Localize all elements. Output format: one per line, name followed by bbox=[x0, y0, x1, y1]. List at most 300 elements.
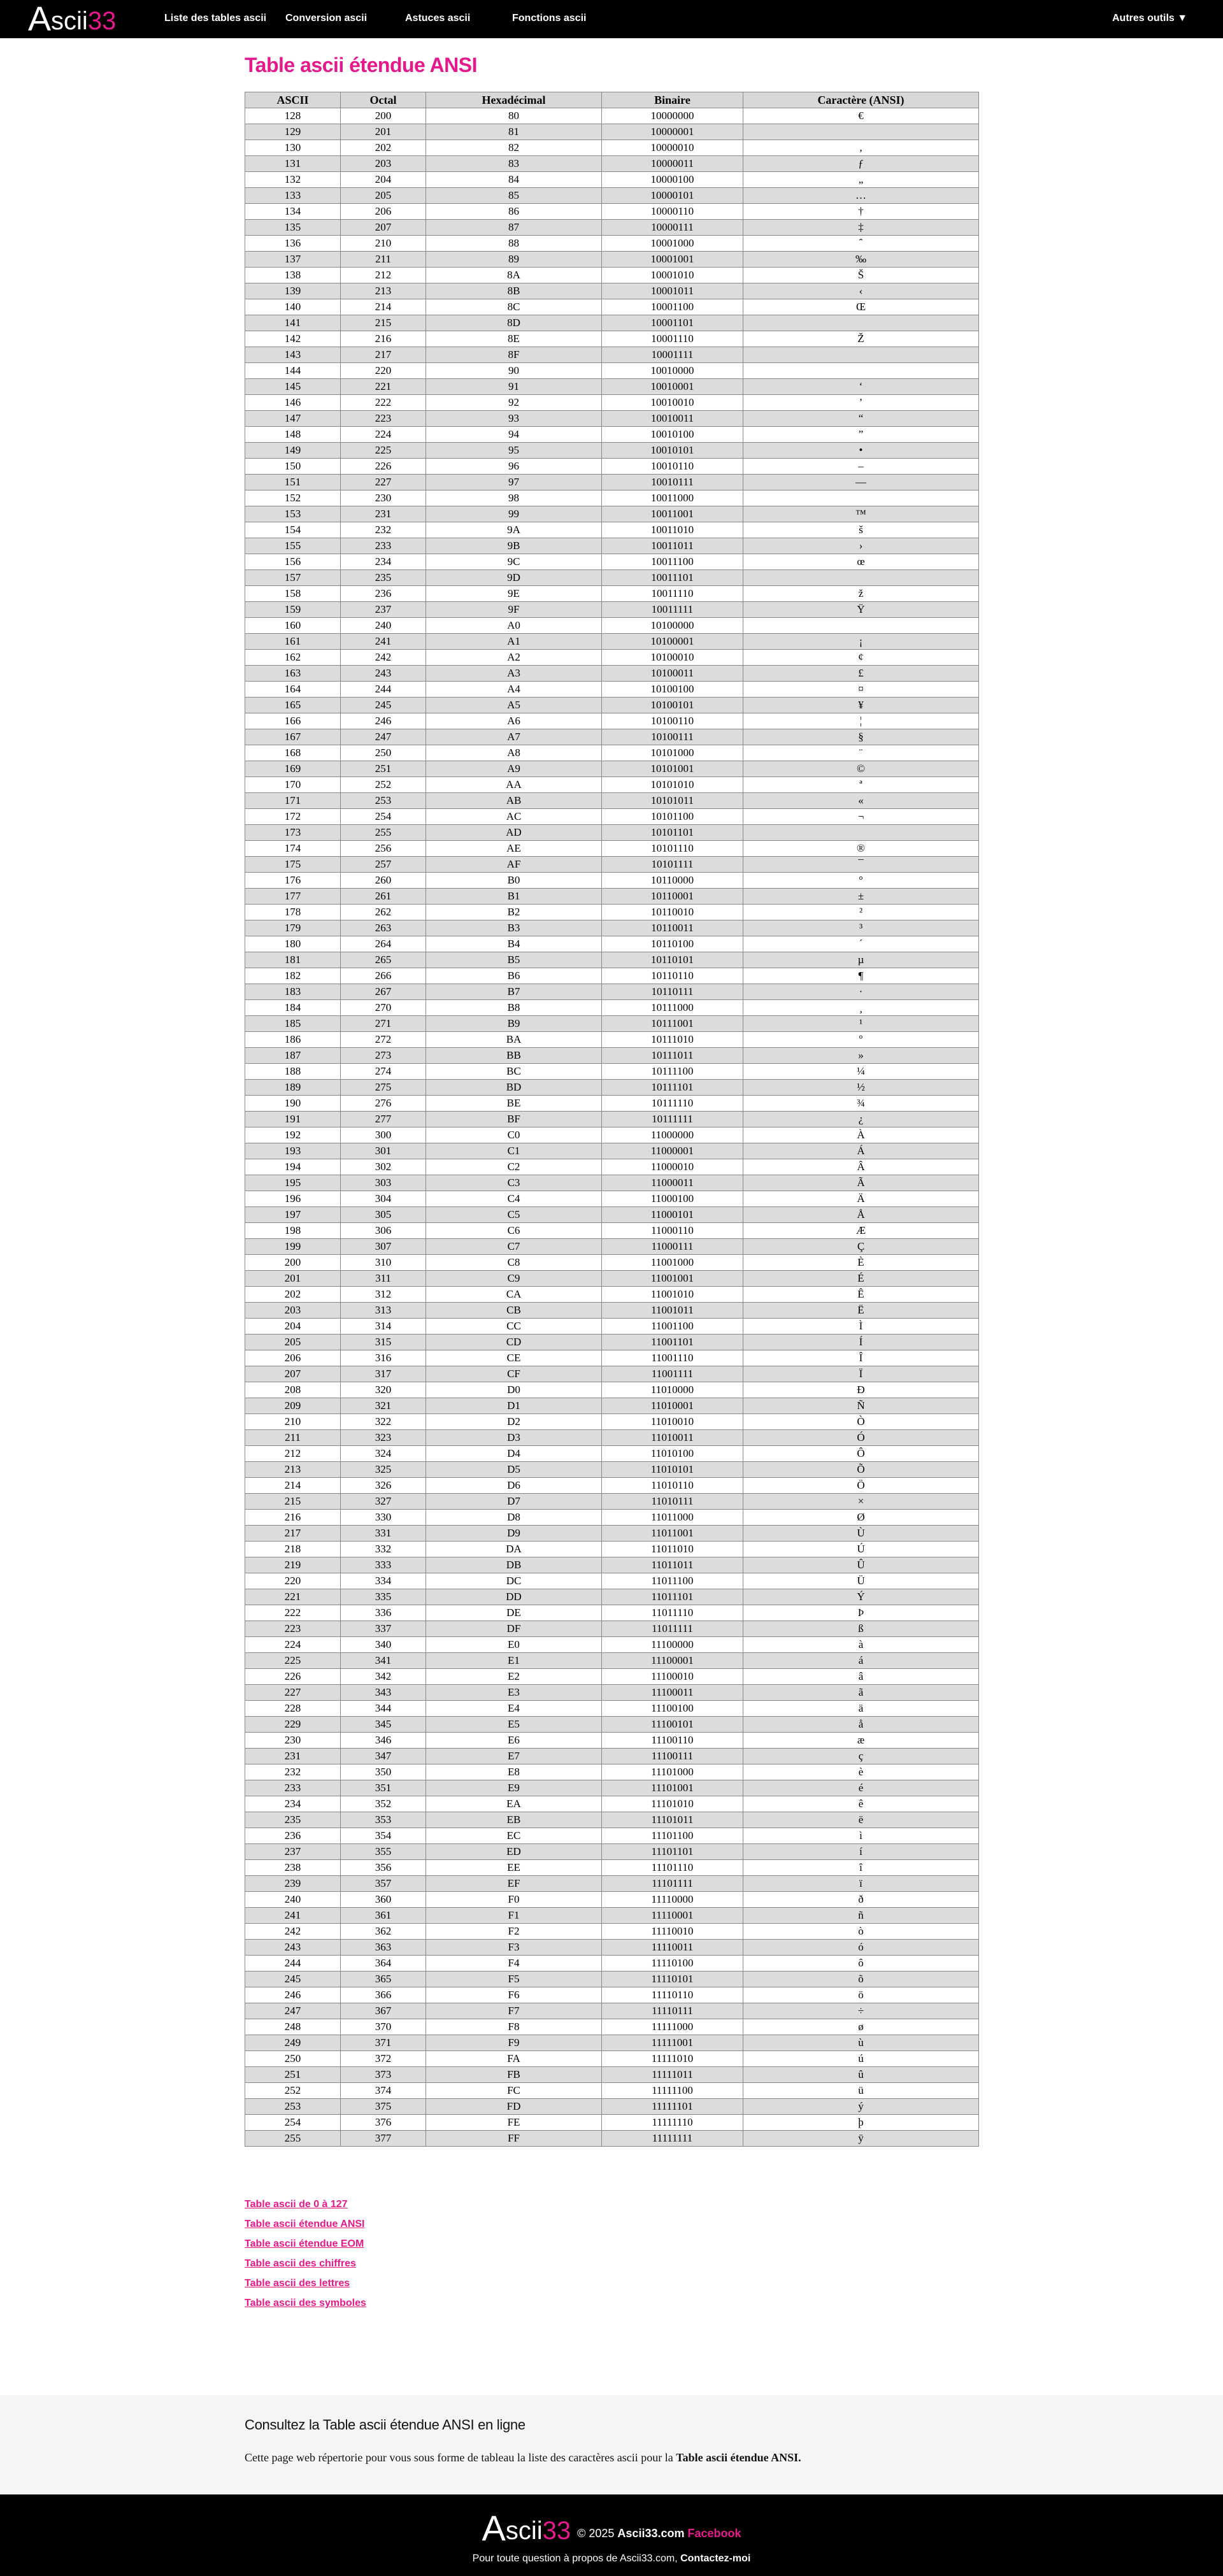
table-row bbox=[245, 1303, 979, 1319]
table-row bbox=[245, 570, 979, 586]
cell-ascii: 238 bbox=[245, 1860, 341, 1876]
cell-octal: 201 bbox=[341, 124, 426, 140]
table-row bbox=[245, 1127, 979, 1143]
cell-char: ñ bbox=[743, 1908, 979, 1924]
table-row bbox=[245, 1096, 979, 1112]
cell-ascii: 220 bbox=[245, 1573, 341, 1589]
cell-char: ð bbox=[743, 1892, 979, 1908]
cell-char: ù bbox=[743, 2035, 979, 2051]
table-row bbox=[245, 905, 979, 920]
cell-binary: 10011111 bbox=[602, 602, 743, 618]
cell-hex: 98 bbox=[426, 490, 602, 506]
cell-ascii: 214 bbox=[245, 1478, 341, 1494]
cell-binary: 10001100 bbox=[602, 299, 743, 315]
cell-binary: 10111100 bbox=[602, 1064, 743, 1080]
table-row bbox=[245, 490, 979, 506]
cell-char: É bbox=[743, 1271, 979, 1287]
cell-octal: 325 bbox=[341, 1462, 426, 1478]
cell-ascii: 231 bbox=[245, 1749, 341, 1764]
cell-hex: C1 bbox=[426, 1143, 602, 1159]
facebook-link[interactable]: Facebook bbox=[687, 2527, 741, 2540]
link-table-eom[interactable]: Table ascii étendue EOM bbox=[245, 2238, 364, 2249]
table-row bbox=[245, 889, 979, 905]
cell-hex: 93 bbox=[426, 411, 602, 427]
cell-hex: EF bbox=[426, 1876, 602, 1892]
cell-hex: 97 bbox=[426, 475, 602, 490]
table-row bbox=[245, 1319, 979, 1335]
cell-octal: 227 bbox=[341, 475, 426, 490]
table-row bbox=[245, 459, 979, 475]
cell-octal: 347 bbox=[341, 1749, 426, 1764]
cell-ascii: 225 bbox=[245, 1653, 341, 1669]
cell-ascii: 205 bbox=[245, 1335, 341, 1350]
cell-binary: 10011110 bbox=[602, 586, 743, 602]
cell-octal: 323 bbox=[341, 1430, 426, 1446]
cell-ascii: 167 bbox=[245, 729, 341, 745]
cell-binary: 11111011 bbox=[602, 2067, 743, 2083]
nav-link-tables[interactable]: Liste des tables ascii bbox=[164, 13, 267, 24]
column-header-ascii: ASCII bbox=[245, 92, 341, 108]
cell-binary: 10110111 bbox=[602, 984, 743, 1000]
cell-hex: B5 bbox=[426, 952, 602, 968]
table-row bbox=[245, 1844, 979, 1860]
cell-char: “ bbox=[743, 411, 979, 427]
table-row bbox=[245, 475, 979, 490]
cell-binary: 10100101 bbox=[602, 698, 743, 713]
table-row bbox=[245, 920, 979, 936]
cell-char: Ì bbox=[743, 1319, 979, 1335]
cell-binary: 11000010 bbox=[602, 1159, 743, 1175]
cell-char bbox=[743, 570, 979, 586]
cell-ascii: 226 bbox=[245, 1669, 341, 1685]
cell-char: ¿ bbox=[743, 1112, 979, 1127]
cell-char: ” bbox=[743, 427, 979, 443]
cell-hex: A1 bbox=[426, 634, 602, 650]
cell-ascii: 209 bbox=[245, 1398, 341, 1414]
table-row bbox=[245, 1143, 979, 1159]
table-row bbox=[245, 1080, 979, 1096]
cell-char: Ú bbox=[743, 1542, 979, 1557]
cell-ascii: 151 bbox=[245, 475, 341, 490]
table-row bbox=[245, 1621, 979, 1637]
table-row bbox=[245, 1637, 979, 1653]
cell-ascii: 148 bbox=[245, 427, 341, 443]
cell-ascii: 181 bbox=[245, 952, 341, 968]
cell-ascii: 247 bbox=[245, 2003, 341, 2019]
cell-ascii: 244 bbox=[245, 1956, 341, 1971]
cell-binary: 11011000 bbox=[602, 1510, 743, 1526]
cell-octal: 306 bbox=[341, 1223, 426, 1239]
table-row bbox=[245, 634, 979, 650]
cell-hex: 9C bbox=[426, 554, 602, 570]
cell-ascii: 147 bbox=[245, 411, 341, 427]
cell-hex: 83 bbox=[426, 156, 602, 172]
cell-hex: CA bbox=[426, 1287, 602, 1303]
cell-ascii: 175 bbox=[245, 857, 341, 873]
cell-octal: 200 bbox=[341, 108, 426, 124]
link-table-lettres[interactable]: Table ascii des lettres bbox=[245, 2278, 350, 2289]
cell-octal: 356 bbox=[341, 1860, 426, 1876]
cell-octal: 247 bbox=[341, 729, 426, 745]
table-row bbox=[245, 522, 979, 538]
cell-char: £ bbox=[743, 666, 979, 682]
cell-ascii: 250 bbox=[245, 2051, 341, 2067]
cell-octal: 230 bbox=[341, 490, 426, 506]
table-row bbox=[245, 1191, 979, 1207]
cell-char: î bbox=[743, 1860, 979, 1876]
cell-hex: D5 bbox=[426, 1462, 602, 1478]
cell-octal: 267 bbox=[341, 984, 426, 1000]
table-row bbox=[245, 1876, 979, 1892]
link-table-0-127[interactable]: Table ascii de 0 à 127 bbox=[245, 2199, 348, 2210]
cell-octal: 206 bbox=[341, 204, 426, 220]
cell-hex: FF bbox=[426, 2131, 602, 2147]
table-row bbox=[245, 1542, 979, 1557]
cell-octal: 324 bbox=[341, 1446, 426, 1462]
cell-binary: 10101110 bbox=[602, 841, 743, 857]
cell-octal: 366 bbox=[341, 1987, 426, 2003]
cell-binary: 11000001 bbox=[602, 1143, 743, 1159]
cell-char: Û bbox=[743, 1557, 979, 1573]
table-row bbox=[245, 1382, 979, 1398]
cell-ascii: 168 bbox=[245, 745, 341, 761]
table-row bbox=[245, 1780, 979, 1796]
cell-ascii: 191 bbox=[245, 1112, 341, 1127]
cell-ascii: 198 bbox=[245, 1223, 341, 1239]
cell-octal: 240 bbox=[341, 618, 426, 634]
cell-hex: 8B bbox=[426, 283, 602, 299]
cell-hex: DD bbox=[426, 1589, 602, 1605]
cell-octal: 302 bbox=[341, 1159, 426, 1175]
table-row bbox=[245, 1016, 979, 1032]
table-row bbox=[245, 698, 979, 713]
cell-binary: 11111111 bbox=[602, 2131, 743, 2147]
cell-octal: 207 bbox=[341, 220, 426, 236]
table-row bbox=[245, 379, 979, 395]
table-row bbox=[245, 172, 979, 188]
cell-octal: 205 bbox=[341, 188, 426, 204]
cell-octal: 315 bbox=[341, 1335, 426, 1350]
cell-char: • bbox=[743, 443, 979, 459]
cell-octal: 327 bbox=[341, 1494, 426, 1510]
cell-char: ƒ bbox=[743, 156, 979, 172]
table-row bbox=[245, 1653, 979, 1669]
cell-binary: 11100111 bbox=[602, 1749, 743, 1764]
table-row bbox=[245, 1908, 979, 1924]
cell-hex: 89 bbox=[426, 252, 602, 268]
nav-link-astuces[interactable]: Astuces ascii bbox=[405, 13, 471, 24]
cell-ascii: 141 bbox=[245, 315, 341, 331]
cell-char: ‚ bbox=[743, 140, 979, 156]
table-row bbox=[245, 1605, 979, 1621]
cell-binary: 11101110 bbox=[602, 1860, 743, 1876]
cell-octal: 342 bbox=[341, 1669, 426, 1685]
cell-hex: D4 bbox=[426, 1446, 602, 1462]
cell-octal: 272 bbox=[341, 1032, 426, 1048]
cell-octal: 305 bbox=[341, 1207, 426, 1223]
cell-octal: 245 bbox=[341, 698, 426, 713]
cell-char: ² bbox=[743, 905, 979, 920]
table-row bbox=[245, 1764, 979, 1780]
column-header-hex: Hexadécimal bbox=[426, 92, 602, 108]
cell-char bbox=[743, 825, 979, 841]
table-row bbox=[245, 268, 979, 283]
cell-binary: 11000110 bbox=[602, 1223, 743, 1239]
cell-char: ü bbox=[743, 2083, 979, 2099]
cell-binary: 10110100 bbox=[602, 936, 743, 952]
cell-char: º bbox=[743, 1032, 979, 1048]
link-table-chiffres[interactable]: Table ascii des chiffres bbox=[245, 2258, 356, 2269]
cell-hex: B7 bbox=[426, 984, 602, 1000]
cell-hex: C8 bbox=[426, 1255, 602, 1271]
cell-ascii: 177 bbox=[245, 889, 341, 905]
cell-ascii: 139 bbox=[245, 283, 341, 299]
cell-binary: 10101010 bbox=[602, 777, 743, 793]
cell-octal: 226 bbox=[341, 459, 426, 475]
link-table-ansi[interactable]: Table ascii étendue ANSI bbox=[245, 2219, 365, 2229]
cell-hex: A8 bbox=[426, 745, 602, 761]
cell-ascii: 255 bbox=[245, 2131, 341, 2147]
cell-binary: 11101010 bbox=[602, 1796, 743, 1812]
cell-binary: 11101101 bbox=[602, 1844, 743, 1860]
cell-char: Þ bbox=[743, 1605, 979, 1621]
cell-binary: 11010011 bbox=[602, 1430, 743, 1446]
ascii-table bbox=[245, 92, 979, 2147]
cell-hex: F5 bbox=[426, 1971, 602, 1987]
cell-binary: 11100101 bbox=[602, 1717, 743, 1733]
cell-hex: 85 bbox=[426, 188, 602, 204]
cell-octal: 276 bbox=[341, 1096, 426, 1112]
cell-ascii: 217 bbox=[245, 1526, 341, 1542]
cell-ascii: 252 bbox=[245, 2083, 341, 2099]
table-row bbox=[245, 188, 979, 204]
cell-binary: 11111110 bbox=[602, 2115, 743, 2131]
cell-octal: 252 bbox=[341, 777, 426, 793]
cell-char: Ã bbox=[743, 1175, 979, 1191]
cell-ascii: 245 bbox=[245, 1971, 341, 1987]
cell-ascii: 160 bbox=[245, 618, 341, 634]
cell-octal: 320 bbox=[341, 1382, 426, 1398]
cell-octal: 262 bbox=[341, 905, 426, 920]
table-row bbox=[245, 1430, 979, 1446]
cell-octal: 236 bbox=[341, 586, 426, 602]
table-row bbox=[245, 793, 979, 809]
cell-octal: 344 bbox=[341, 1701, 426, 1717]
cell-ascii: 182 bbox=[245, 968, 341, 984]
info-heading: Consultez la Table ascii étendue ANSI en ligne bbox=[245, 2417, 526, 2433]
cell-binary: 10111111 bbox=[602, 1112, 743, 1127]
cell-ascii: 143 bbox=[245, 347, 341, 363]
cell-char: û bbox=[743, 2067, 979, 2083]
other-tools-dropdown[interactable]: Autres outils ▼ bbox=[1112, 13, 1188, 24]
cell-octal: 376 bbox=[341, 2115, 426, 2131]
cell-hex: E0 bbox=[426, 1637, 602, 1653]
cell-hex: EE bbox=[426, 1860, 602, 1876]
cell-hex: FD bbox=[426, 2099, 602, 2115]
cell-char: æ bbox=[743, 1733, 979, 1749]
cell-hex: BD bbox=[426, 1080, 602, 1096]
cell-ascii: 131 bbox=[245, 156, 341, 172]
cell-octal: 300 bbox=[341, 1127, 426, 1143]
cell-char: Ž bbox=[743, 331, 979, 347]
table-row bbox=[245, 825, 979, 841]
table-row bbox=[245, 156, 979, 172]
table-row bbox=[245, 1892, 979, 1908]
cell-ascii: 186 bbox=[245, 1032, 341, 1048]
cell-octal: 333 bbox=[341, 1557, 426, 1573]
cell-hex: E2 bbox=[426, 1669, 602, 1685]
table-body bbox=[245, 108, 979, 2147]
cell-char: Ù bbox=[743, 1526, 979, 1542]
cell-char: ™ bbox=[743, 506, 979, 522]
cell-octal: 304 bbox=[341, 1191, 426, 1207]
cell-octal: 210 bbox=[341, 236, 426, 252]
cell-ascii: 203 bbox=[245, 1303, 341, 1319]
footer-contact bbox=[0, 2553, 1223, 2565]
cell-hex: E9 bbox=[426, 1780, 602, 1796]
cell-binary: 10011001 bbox=[602, 506, 743, 522]
cell-hex: D2 bbox=[426, 1414, 602, 1430]
table-row bbox=[245, 1733, 979, 1749]
cell-hex: E7 bbox=[426, 1749, 602, 1764]
cell-ascii: 199 bbox=[245, 1239, 341, 1255]
table-row bbox=[245, 1350, 979, 1366]
table-row bbox=[245, 1987, 979, 2003]
footer-logo-letter: A bbox=[482, 2508, 506, 2548]
cell-char: Ó bbox=[743, 1430, 979, 1446]
column-header-binary: Binaire bbox=[602, 92, 743, 108]
cell-char: ’ bbox=[743, 395, 979, 411]
cell-hex: A5 bbox=[426, 698, 602, 713]
link-table-symboles[interactable]: Table ascii des symboles bbox=[245, 2298, 366, 2308]
cell-binary: 10010111 bbox=[602, 475, 743, 490]
cell-ascii: 185 bbox=[245, 1016, 341, 1032]
cell-hex: D6 bbox=[426, 1478, 602, 1494]
cell-char: þ bbox=[743, 2115, 979, 2131]
cell-octal: 222 bbox=[341, 395, 426, 411]
cell-char: ˆ bbox=[743, 236, 979, 252]
cell-hex: BC bbox=[426, 1064, 602, 1080]
cell-ascii: 152 bbox=[245, 490, 341, 506]
cell-ascii: 192 bbox=[245, 1127, 341, 1143]
cell-hex: 8E bbox=[426, 331, 602, 347]
cell-ascii: 200 bbox=[245, 1255, 341, 1271]
cell-ascii: 174 bbox=[245, 841, 341, 857]
table-row bbox=[245, 1956, 979, 1971]
contact-link[interactable]: Contactez-moi bbox=[680, 2553, 751, 2564]
cell-char: å bbox=[743, 1717, 979, 1733]
cell-char: Š bbox=[743, 268, 979, 283]
cell-binary: 11000101 bbox=[602, 1207, 743, 1223]
table-row bbox=[245, 395, 979, 411]
cell-binary: 11101001 bbox=[602, 1780, 743, 1796]
table-row bbox=[245, 1000, 979, 1016]
table-row bbox=[245, 1685, 979, 1701]
cell-ascii: 211 bbox=[245, 1430, 341, 1446]
cell-octal: 317 bbox=[341, 1366, 426, 1382]
table-row bbox=[245, 252, 979, 268]
cell-octal: 330 bbox=[341, 1510, 426, 1526]
table-row bbox=[245, 602, 979, 618]
table-row bbox=[245, 1159, 979, 1175]
cell-octal: 244 bbox=[341, 682, 426, 698]
cell-ascii: 178 bbox=[245, 905, 341, 920]
cell-char: Õ bbox=[743, 1462, 979, 1478]
cell-binary: 10000000 bbox=[602, 108, 743, 124]
cell-binary: 10101101 bbox=[602, 825, 743, 841]
cell-ascii: 171 bbox=[245, 793, 341, 809]
cell-ascii: 166 bbox=[245, 713, 341, 729]
nav-link-conversion[interactable]: Conversion ascii bbox=[285, 13, 368, 24]
cell-hex: CD bbox=[426, 1335, 602, 1350]
related-links bbox=[245, 2194, 366, 2313]
cell-hex: 80 bbox=[426, 108, 602, 124]
table-row bbox=[245, 1669, 979, 1685]
table-row bbox=[245, 2035, 979, 2051]
cell-hex: 88 bbox=[426, 236, 602, 252]
cell-binary: 10010101 bbox=[602, 443, 743, 459]
cell-binary: 11001101 bbox=[602, 1335, 743, 1350]
cell-ascii: 210 bbox=[245, 1414, 341, 1430]
cell-binary: 10111001 bbox=[602, 1016, 743, 1032]
cell-char: ¸ bbox=[743, 1000, 979, 1016]
table-row bbox=[245, 2067, 979, 2083]
table-row bbox=[245, 713, 979, 729]
cell-char: ÿ bbox=[743, 2131, 979, 2147]
cell-ascii: 172 bbox=[245, 809, 341, 825]
nav-link-fonctions[interactable]: Fonctions ascii bbox=[512, 13, 587, 24]
cell-hex: 90 bbox=[426, 363, 602, 379]
cell-ascii: 164 bbox=[245, 682, 341, 698]
cell-octal: 345 bbox=[341, 1717, 426, 1733]
cell-ascii: 142 bbox=[245, 331, 341, 347]
cell-char: ¡ bbox=[743, 634, 979, 650]
cell-octal: 311 bbox=[341, 1271, 426, 1287]
cell-hex: F7 bbox=[426, 2003, 602, 2019]
table-row bbox=[245, 1478, 979, 1494]
table-row bbox=[245, 1446, 979, 1462]
cell-binary: 10101100 bbox=[602, 809, 743, 825]
cell-ascii: 239 bbox=[245, 1876, 341, 1892]
cell-hex: ED bbox=[426, 1844, 602, 1860]
cell-binary: 11010101 bbox=[602, 1462, 743, 1478]
cell-ascii: 246 bbox=[245, 1987, 341, 2003]
cell-ascii: 254 bbox=[245, 2115, 341, 2131]
footer-top-row bbox=[0, 2508, 1223, 2547]
cell-ascii: 176 bbox=[245, 873, 341, 889]
table-row bbox=[245, 2051, 979, 2067]
cell-binary: 10011100 bbox=[602, 554, 743, 570]
cell-binary: 10100001 bbox=[602, 634, 743, 650]
logo-letter: A bbox=[28, 0, 52, 38]
cell-hex: D7 bbox=[426, 1494, 602, 1510]
table-row bbox=[245, 1414, 979, 1430]
cell-ascii: 144 bbox=[245, 363, 341, 379]
cell-char: ô bbox=[743, 1956, 979, 1971]
cell-binary: 10011011 bbox=[602, 538, 743, 554]
cell-binary: 11011100 bbox=[602, 1573, 743, 1589]
cell-char: Æ bbox=[743, 1223, 979, 1239]
cell-binary: 11111000 bbox=[602, 2019, 743, 2035]
cell-binary: 11111100 bbox=[602, 2083, 743, 2099]
cell-ascii: 132 bbox=[245, 172, 341, 188]
cell-char: ö bbox=[743, 1987, 979, 2003]
cell-ascii: 146 bbox=[245, 395, 341, 411]
cell-hex: AA bbox=[426, 777, 602, 793]
cell-ascii: 229 bbox=[245, 1717, 341, 1733]
cell-hex: 95 bbox=[426, 443, 602, 459]
table-row bbox=[245, 1064, 979, 1080]
